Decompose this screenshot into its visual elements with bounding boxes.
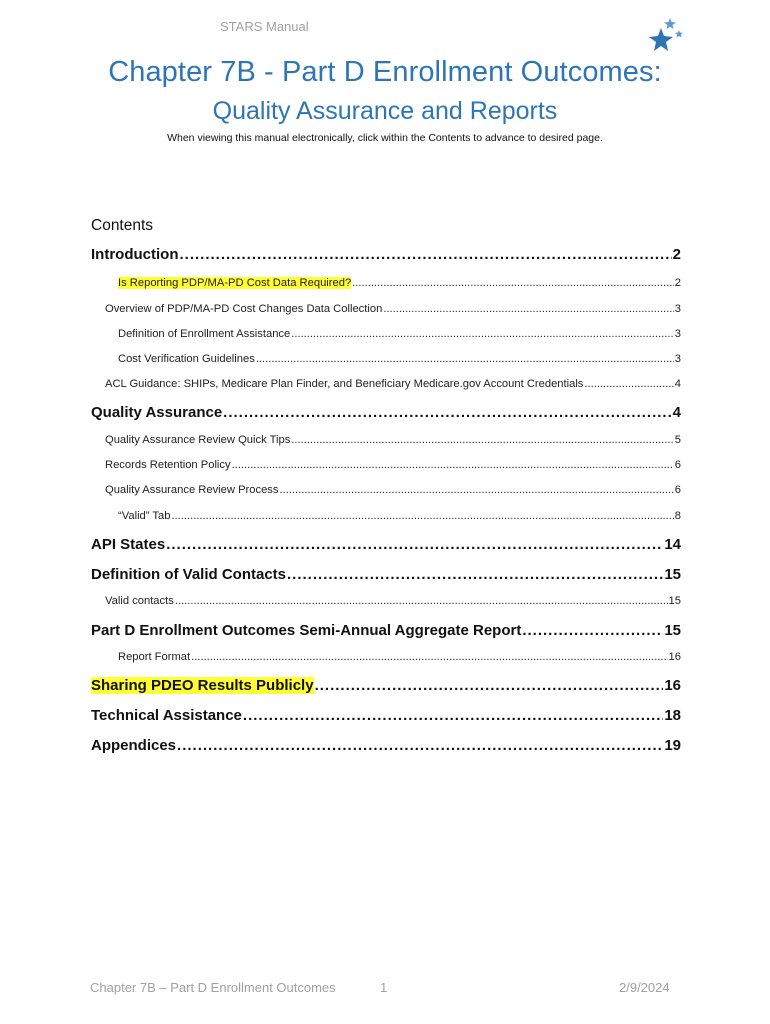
toc-entry-label: Quality Assurance (91, 404, 223, 421)
toc-entry-label: Report Format (118, 651, 191, 663)
toc-entry[interactable] (91, 622, 681, 639)
toc-entry-label: “Valid” Tab (118, 510, 171, 522)
toc-dot-leader (256, 353, 674, 365)
toc-entry[interactable] (91, 566, 681, 583)
toc-dot-leader (287, 566, 663, 583)
toc-dot-leader (352, 277, 674, 289)
toc-entry-page: 4 (674, 378, 681, 390)
toc-entry-page: 19 (664, 737, 681, 754)
toc-dot-leader (584, 378, 673, 390)
footer-chapter: Chapter 7B – Part D Enrollment Outcomes (90, 980, 336, 995)
toc-entry-page: 16 (664, 677, 681, 694)
toc-entry[interactable] (91, 707, 681, 724)
footer-page-number: 1 (380, 980, 388, 995)
toc-entry-label: Definition of Enrollment Assistance (118, 328, 291, 340)
toc-entry[interactable] (91, 246, 681, 263)
toc-dot-leader (383, 303, 673, 315)
toc-entry-label: Sharing PDEO Results Publicly (91, 677, 314, 694)
toc-entry-label: Overview of PDP/MA-PD Cost Changes Data Collection (105, 303, 383, 315)
toc-entry[interactable] (105, 459, 681, 471)
toc-dot-leader (179, 246, 671, 263)
toc-entry-page: 8 (674, 510, 681, 522)
toc-entry-label: Introduction (91, 246, 179, 263)
toc-dot-leader (191, 651, 667, 663)
toc-entry[interactable] (105, 484, 681, 496)
toc-entry-page: 5 (674, 434, 681, 446)
toc-dot-leader (291, 328, 674, 340)
toc-entry[interactable] (91, 737, 681, 754)
toc-entry-page: 2 (672, 246, 681, 263)
toc-dot-leader (171, 510, 673, 522)
toc-dot-leader (522, 622, 663, 639)
toc-entry-label: Cost Verification Guidelines (118, 353, 255, 365)
toc-entry-page: 6 (674, 484, 681, 496)
toc-entry[interactable] (91, 677, 681, 694)
toc-dot-leader (166, 536, 663, 553)
toc-entry-page: 16 (668, 651, 681, 663)
navigation-instruction: When viewing this manual electronically, click within the Contents to advance to desired page. (167, 132, 603, 144)
toc-dot-leader (279, 484, 673, 496)
toc-entry-page: 3 (674, 353, 681, 365)
running-header: STARS Manual (220, 19, 309, 34)
toc-entry-label: Quality Assurance Review Quick Tips (105, 434, 291, 446)
toc-entry-label: Definition of Valid Contacts (91, 566, 287, 583)
toc-dot-leader (243, 707, 663, 724)
toc-entry-page: 18 (664, 707, 681, 724)
toc-entry[interactable] (91, 536, 681, 553)
document-subtitle-heading: Quality Assurance and Reports (212, 97, 558, 125)
toc-entry-page: 14 (664, 536, 681, 553)
toc-dot-leader (175, 595, 668, 607)
toc-dot-leader (232, 459, 674, 471)
toc-entry[interactable] (105, 303, 681, 315)
toc-entry-page: 3 (674, 328, 681, 340)
toc-entry-page: 2 (674, 277, 681, 289)
toc-entry[interactable] (118, 651, 681, 663)
toc-dot-leader (291, 434, 673, 446)
toc-entry-page: 15 (664, 622, 681, 639)
document-title: Chapter 7B - Part D Enrollment Outcomes: (108, 56, 662, 88)
toc-entry-page: 6 (674, 459, 681, 471)
toc-entry-label: Quality Assurance Review Process (105, 484, 279, 496)
toc-entry[interactable] (118, 353, 681, 365)
toc-entry[interactable] (118, 328, 681, 340)
toc-entry-page: 3 (674, 303, 681, 315)
toc-entry-label: Is Reporting PDP/MA-PD Cost Data Required? (118, 277, 352, 289)
toc-entry-label: Part D Enrollment Outcomes Semi-Annual Aggregate Report (91, 622, 522, 639)
toc-entry[interactable] (118, 510, 681, 522)
toc-entry-label: Valid contacts (105, 595, 174, 607)
toc-entry[interactable] (118, 277, 681, 289)
contents-heading: Contents (91, 217, 154, 234)
toc-entry[interactable] (105, 378, 681, 390)
toc-dot-leader (223, 404, 671, 421)
toc-entry-label: Appendices (91, 737, 177, 754)
toc-dot-leader (315, 677, 664, 694)
toc-entry[interactable] (91, 404, 681, 421)
toc-entry-label: Records Retention Policy (105, 459, 231, 471)
toc-entry-page: 15 (668, 595, 681, 607)
toc-entry-page: 15 (664, 566, 681, 583)
toc-entry-page: 4 (672, 404, 681, 421)
toc-entry[interactable] (105, 434, 681, 446)
toc-entry[interactable] (105, 595, 681, 607)
toc-dot-leader (177, 737, 663, 754)
toc-entry-label: ACL Guidance: SHIPs, Medicare Plan Finder, and Beneficiary Medicare.gov Account Credentials (105, 378, 584, 390)
toc-entry-label: Technical Assistance (91, 707, 242, 724)
footer-date: 2/9/2024 (619, 980, 670, 995)
toc-entry-label: API States (91, 536, 166, 553)
